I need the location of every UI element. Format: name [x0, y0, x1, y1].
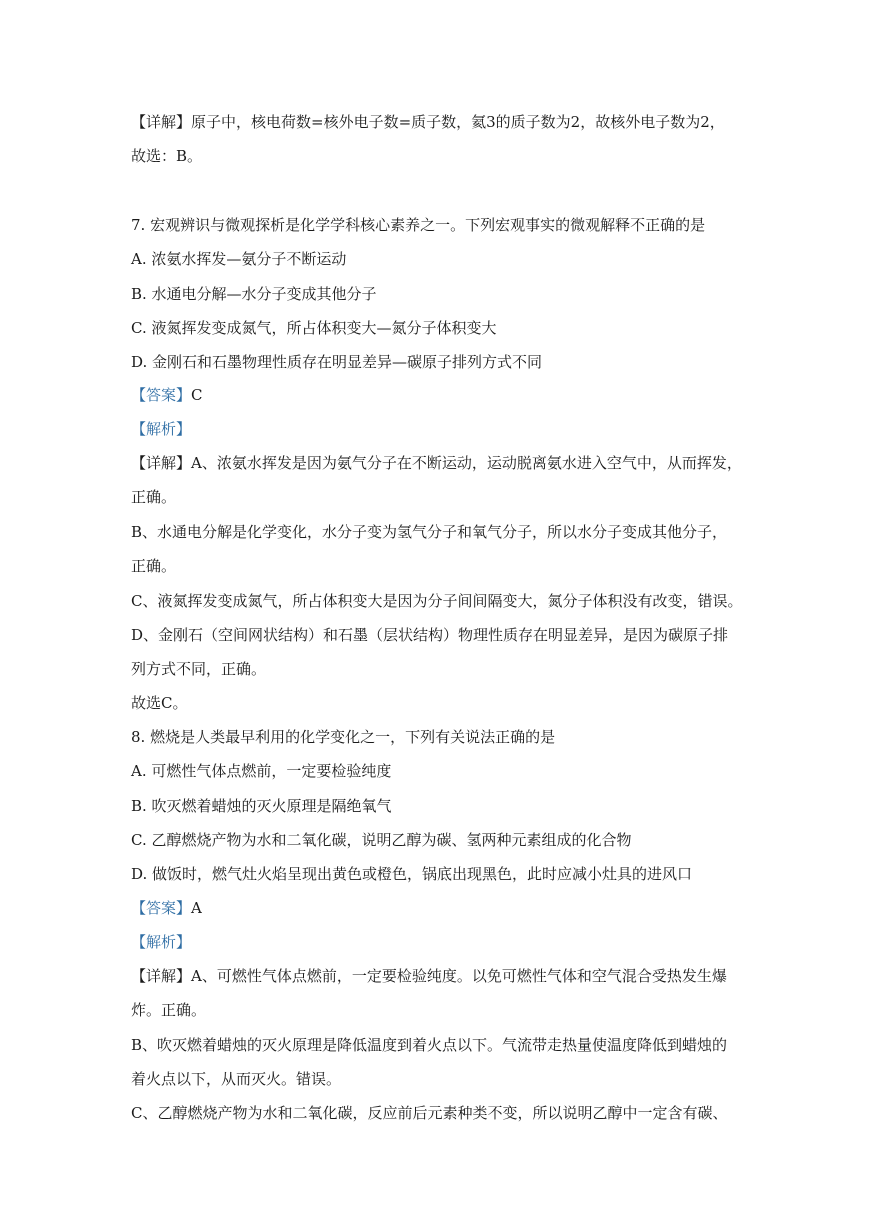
question-7-option-c: C. 液氮挥发变成氮气，所占体积变大—氮分子体积变大 — [131, 319, 497, 337]
question-7-explanation-line: C、液氮挥发变成氮气，所占体积变大是因为分子间间隔变大，氮分子体积没有改变，错误。 — [131, 592, 743, 610]
answer-value: C — [191, 386, 203, 404]
question-8-option-b: B. 吹灭燃着蜡烛的灭火原理是隔绝氧气 — [131, 797, 392, 815]
question-7-option-d: D. 金刚石和石墨物理性质存在明显差异—碳原子排列方式不同 — [131, 353, 543, 371]
question-7-explanation-line: 正确。 — [131, 557, 177, 575]
question-8-option-d: D. 做饭时，燃气灶火焰呈现出黄色或橙色，锅底出现黑色，此时应减小灶具的进风口 — [131, 865, 693, 883]
question-7-answer — [131, 385, 741, 405]
question-8-option-c: C. 乙醇燃烧产物为水和二氧化碳，说明乙醇为碳、氢两种元素组成的化合物 — [131, 831, 632, 849]
question-7-option-a: A. 浓氨水挥发—氨分子不断运动 — [131, 250, 347, 268]
question-8-option-a: A. 可燃性气体点燃前，一定要检验纯度 — [131, 762, 392, 780]
question-8-explanation-line: C、乙醇燃烧产物为水和二氧化碳，反应前后元素种类不变，所以说明乙醇中一定含有碳、 — [131, 1104, 728, 1122]
question-8-analysis-tag — [131, 932, 741, 952]
answer-value: A — [191, 899, 202, 917]
analysis-tag: 【解析】 — [131, 420, 192, 438]
question-7-explanation-line: 列方式不同，正确。 — [131, 660, 267, 678]
question-8-explanation-line: 【详解】A、可燃性气体点燃前，一定要检验纯度。以免可燃性气体和空气混合受热发生爆 — [131, 967, 727, 985]
question-7-stem: 7. 宏观辨识与微观探析是化学学科核心素养之一。下列宏观事实的微观解释不正确的是 — [131, 216, 706, 234]
question-7-explanation-line: D、金刚石（空间网状结构）和石墨（层状结构）物理性质存在明显差异，是因为碳原子排 — [131, 626, 729, 644]
analysis-tag: 【解析】 — [131, 933, 192, 951]
question-7-explanation-line: 正确。 — [131, 488, 177, 506]
question-8-explanation-line: 炸。正确。 — [131, 1001, 207, 1019]
question-7-option-b: B. 水通电分解—水分子变成其他分子 — [131, 285, 377, 303]
question-8-explanation-line: B、吹灭燃着蜡烛的灭火原理是降低温度到着火点以下。气流带走热量使温度降低到蜡烛的 — [131, 1036, 728, 1054]
answer-tag: 【答案】 — [131, 386, 192, 404]
question-7-analysis-tag — [131, 419, 741, 439]
explanation-line: 【详解】原子中，核电荷数=核外电子数=质子数，氦3的质子数为2，故核外电子数为2， — [131, 113, 725, 131]
question-7-explanation-line: 【详解】A、浓氨水挥发是因为氨气分子在不断运动，运动脱离氨水进入空气中，从而挥发， — [131, 454, 742, 472]
question-7-conclusion: 故选C。 — [131, 694, 188, 712]
question-8-stem: 8. 燃烧是人类最早利用的化学变化之一，下列有关说法正确的是 — [131, 728, 556, 746]
conclusion-line: 故选：B。 — [131, 147, 203, 165]
question-8-answer — [131, 898, 741, 918]
question-7-explanation-line: B、水通电分解是化学变化，水分子变为氢气分子和氧气分子，所以水分子变成其他分子， — [131, 523, 728, 541]
question-8-explanation-line: 着火点以下，从而灭火。错误。 — [131, 1070, 342, 1088]
answer-tag: 【答案】 — [131, 899, 192, 917]
